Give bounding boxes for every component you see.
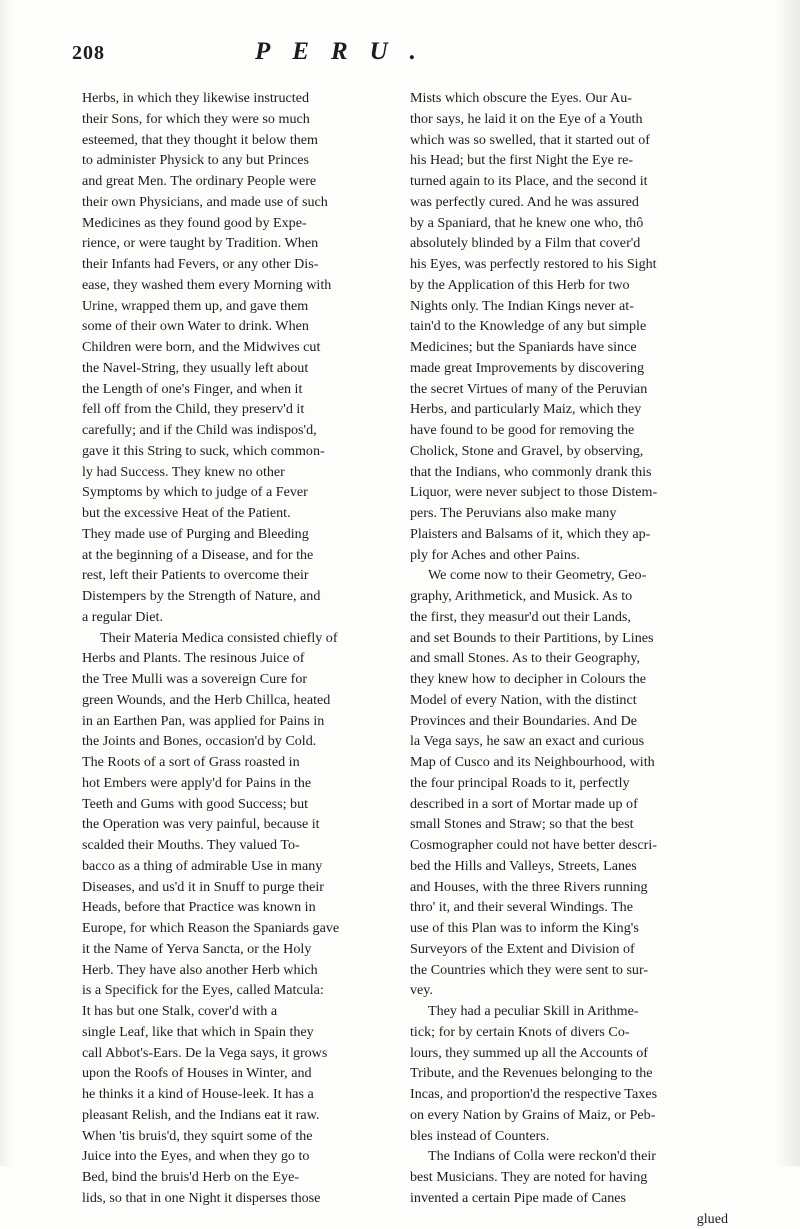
text-line: They made use of Purging and Bleeding bbox=[82, 524, 395, 545]
text-line: Provinces and their Boundaries. And De bbox=[410, 711, 728, 732]
text-line: Herbs, in which they likewise instructed bbox=[82, 88, 395, 109]
text-line: thro' it, and their several Windings. The bbox=[410, 897, 728, 918]
text-line: which was so swelled, that it started out of bbox=[410, 130, 728, 151]
catchword: glued bbox=[410, 1209, 728, 1229]
text-line: lids, so that in one Night it disperses those bbox=[82, 1188, 395, 1209]
text-line: Mists which obscure the Eyes. Our Au- bbox=[410, 88, 728, 109]
text-line: on every Nation by Grains of Maiz, or Peb- bbox=[410, 1105, 728, 1126]
text-line: his Head; but the first Night the Eye re- bbox=[410, 150, 728, 171]
text-line: Tribute, and the Revenues belonging to the bbox=[410, 1063, 728, 1084]
text-line: tick; for by certain Knots of divers Co- bbox=[410, 1022, 728, 1043]
text-line: Urine, wrapped them up, and gave them bbox=[82, 296, 395, 317]
text-line: ply for Aches and other Pains. bbox=[410, 545, 728, 566]
text-line: the Operation was very painful, because it bbox=[82, 814, 395, 835]
text-line: ly had Success. They knew no other bbox=[82, 462, 395, 483]
text-line: small Stones and Straw; so that the best bbox=[410, 814, 728, 835]
text-line: graphy, Arithmetick, and Musick. As to bbox=[410, 586, 728, 607]
text-line: green Wounds, and the Herb Chillca, heated bbox=[82, 690, 395, 711]
page-header bbox=[0, 38, 800, 72]
text-line: bed the Hills and Valleys, Streets, Lanes bbox=[410, 856, 728, 877]
text-line: described in a sort of Mortar made up of bbox=[410, 794, 728, 815]
text-line: Bed, bind the bruis'd Herb on the Eye- bbox=[82, 1167, 395, 1188]
text-line: the secret Virtues of many of the Peruvian bbox=[410, 379, 728, 400]
text-line: it the Name of Yerva Sancta, or the Holy bbox=[82, 939, 395, 960]
text-line: Incas, and proportion'd the respective Taxes bbox=[410, 1084, 728, 1105]
text-line: and small Stones. As to their Geography, bbox=[410, 648, 728, 669]
text-line: Cholick, Stone and Gravel, by observing, bbox=[410, 441, 728, 462]
text-line: hot Embers were apply'd for Pains in the bbox=[82, 773, 395, 794]
text-line: the Navel-String, they usually left about bbox=[82, 358, 395, 379]
text-line: lours, they summed up all the Accounts of bbox=[410, 1043, 728, 1064]
text-line: gave it this String to suck, which common- bbox=[82, 441, 395, 462]
text-line: Medicines as they found good by Expe- bbox=[82, 213, 395, 234]
running-head: PERU. bbox=[255, 38, 438, 66]
text-line: have found to be good for removing the bbox=[410, 420, 728, 441]
text-line: Cosmographer could not have better descri- bbox=[410, 835, 728, 856]
text-line: by a Spaniard, that he knew one who, thô bbox=[410, 213, 728, 234]
text-line: Juice into the Eyes, and when they go to bbox=[82, 1146, 395, 1167]
text-line: Distempers by the Strength of Nature, and bbox=[82, 586, 395, 607]
text-line: They had a peculiar Skill in Arithme- bbox=[410, 1001, 728, 1022]
text-line: upon the Roofs of Houses in Winter, and bbox=[82, 1063, 395, 1084]
text-line: absolutely blinded by a Film that cover'd bbox=[410, 233, 728, 254]
text-line: tain'd to the Knowledge of any but simple bbox=[410, 316, 728, 337]
text-line: their Sons, for which they were so much bbox=[82, 109, 395, 130]
text-line: the Countries which they were sent to sur- bbox=[410, 960, 728, 981]
page-edge-shadow bbox=[776, 0, 800, 1166]
text-line: Europe, for which Reason the Spaniards gave bbox=[82, 918, 395, 939]
text-line: Surveyors of the Extent and Division of bbox=[410, 939, 728, 960]
text-line: vey. bbox=[410, 980, 728, 1001]
text-line: fell off from the Child, they preserv'd it bbox=[82, 399, 395, 420]
text-line: Their Materia Medica consisted chiefly of bbox=[82, 628, 395, 649]
text-line: Teeth and Gums with good Success; but bbox=[82, 794, 395, 815]
text-line: and great Men. The ordinary People were bbox=[82, 171, 395, 192]
text-line: is a Specifick for the Eyes, called Matcula: bbox=[82, 980, 395, 1001]
page-number: 208 bbox=[72, 42, 105, 65]
text-line: Symptoms by which to judge of a Fever bbox=[82, 482, 395, 503]
text-line: a regular Diet. bbox=[82, 607, 395, 628]
text-line: When 'tis bruis'd, they squirt some of the bbox=[82, 1126, 395, 1147]
text-line: thor says, he laid it on the Eye of a Youth bbox=[410, 109, 728, 130]
text-line: but the excessive Heat of the Patient. bbox=[82, 503, 395, 524]
text-line: was perfectly cured. And he was assured bbox=[410, 192, 728, 213]
text-line: Map of Cusco and its Neighbourhood, with bbox=[410, 752, 728, 773]
right-text-column bbox=[410, 88, 728, 1229]
text-line: best Musicians. They are noted for having bbox=[410, 1167, 728, 1188]
text-line: We come now to their Geometry, Geo- bbox=[410, 565, 728, 586]
text-line: bles instead of Counters. bbox=[410, 1126, 728, 1147]
text-line: Herb. They have also another Herb which bbox=[82, 960, 395, 981]
text-line: Liquor, were never subject to those Distem- bbox=[410, 482, 728, 503]
text-line: his Eyes, was perfectly restored to his Sight bbox=[410, 254, 728, 275]
text-line: Herbs, and particularly Maiz, which they bbox=[410, 399, 728, 420]
text-line: ease, they washed them every Morning with bbox=[82, 275, 395, 296]
text-line: use of this Plan was to inform the King's bbox=[410, 918, 728, 939]
text-line: rience, or were taught by Tradition. When bbox=[82, 233, 395, 254]
text-line: Plaisters and Balsams of it, which they ap- bbox=[410, 524, 728, 545]
text-line: the Tree Mulli was a sovereign Cure for bbox=[82, 669, 395, 690]
text-line: bacco as a thing of admirable Use in many bbox=[82, 856, 395, 877]
text-line: the Length of one's Finger, and when it bbox=[82, 379, 395, 400]
text-line: and set Bounds to their Partitions, by Lines bbox=[410, 628, 728, 649]
text-line: in an Earthen Pan, was applied for Pains in bbox=[82, 711, 395, 732]
text-line: the four principal Roads to it, perfectly bbox=[410, 773, 728, 794]
text-line: Heads, before that Practice was known in bbox=[82, 897, 395, 918]
text-line: Herbs and Plants. The resinous Juice of bbox=[82, 648, 395, 669]
text-line: at the beginning of a Disease, and for the bbox=[82, 545, 395, 566]
text-line: scalded their Mouths. They valued To- bbox=[82, 835, 395, 856]
text-line: the first, they measur'd out their Lands, bbox=[410, 607, 728, 628]
text-line: their Infants had Fevers, or any other Dis- bbox=[82, 254, 395, 275]
text-line: carefully; and if the Child was indispos'd, bbox=[82, 420, 395, 441]
text-line: Nights only. The Indian Kings never at- bbox=[410, 296, 728, 317]
text-line: to administer Physick to any but Princes bbox=[82, 150, 395, 171]
text-line: rest, left their Patients to overcome their bbox=[82, 565, 395, 586]
text-line: the Joints and Bones, occasion'd by Cold. bbox=[82, 731, 395, 752]
text-line: that the Indians, who commonly drank this bbox=[410, 462, 728, 483]
text-line: and Houses, with the three Rivers running bbox=[410, 877, 728, 898]
text-line: they knew how to decipher in Colours the bbox=[410, 669, 728, 690]
text-line: Medicines; but the Spaniards have since bbox=[410, 337, 728, 358]
text-line: The Indians of Colla were reckon'd their bbox=[410, 1146, 728, 1167]
text-line: la Vega says, he saw an exact and curious bbox=[410, 731, 728, 752]
text-line: The Roots of a sort of Grass roasted in bbox=[82, 752, 395, 773]
text-line: by the Application of this Herb for two bbox=[410, 275, 728, 296]
text-line: pleasant Relish, and the Indians eat it raw. bbox=[82, 1105, 395, 1126]
text-line: their own Physicians, and made use of such bbox=[82, 192, 395, 213]
page-gutter-shadow bbox=[0, 0, 12, 1166]
text-line: It has but one Stalk, cover'd with a bbox=[82, 1001, 395, 1022]
text-line: turned again to its Place, and the second it bbox=[410, 171, 728, 192]
text-line: pers. The Peruvians also make many bbox=[410, 503, 728, 524]
text-line: invented a certain Pipe made of Canes bbox=[410, 1188, 728, 1209]
text-line: Model of every Nation, with the distinct bbox=[410, 690, 728, 711]
text-line: single Leaf, like that which in Spain they bbox=[82, 1022, 395, 1043]
text-line: Children were born, and the Midwives cut bbox=[82, 337, 395, 358]
text-line: some of their own Water to drink. When bbox=[82, 316, 395, 337]
text-line: Diseases, and us'd it in Snuff to purge their bbox=[82, 877, 395, 898]
text-line: call Abbot's-Ears. De la Vega says, it grows bbox=[82, 1043, 395, 1064]
left-text-column bbox=[82, 88, 395, 1209]
text-line: he thinks it a kind of House-leek. It has a bbox=[82, 1084, 395, 1105]
text-line: esteemed, that they thought it below them bbox=[82, 130, 395, 151]
text-line: made great Improvements by discovering bbox=[410, 358, 728, 379]
